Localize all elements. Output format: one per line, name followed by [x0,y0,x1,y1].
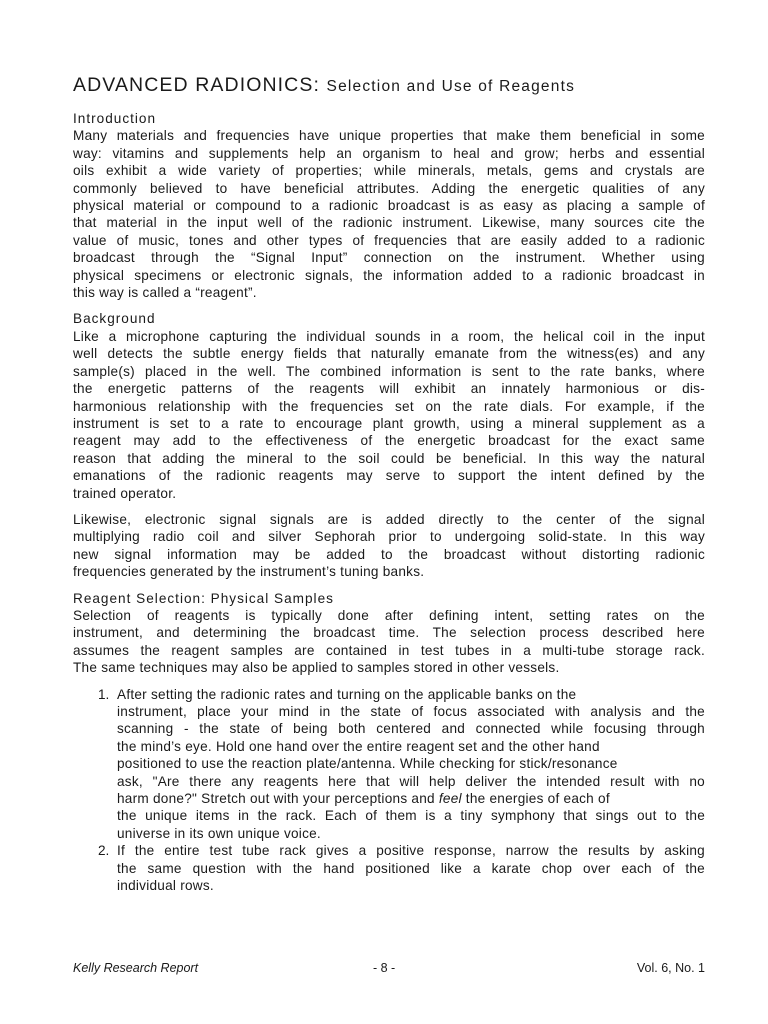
text-line: reason that adding the mineral to the soil could be beneficial. In this way the natural [73,450,705,466]
text-line: Likewise, electronic signal signals are is added directly to the center of the signal [73,511,705,527]
footer-page-number: - 8 - [373,961,396,975]
text-line: assumes the reagent samples are contained in test tubes in a multi-tube storage rack. [73,642,705,658]
section-heading: Introduction [73,111,157,126]
text-line: oils exhibit a wide variety of properties; while minerals, metals, gems and crystals are [73,163,705,179]
text-line: If the entire test tube rack gives a positive response, narrow the results by asking [117,843,705,859]
section-heading: Reagent Selection: Physical Samples [73,590,334,606]
text-line: trained operator. [73,485,177,501]
text-line: physical material or compound to a radionic broadcast is as easy as placing a sample of [73,198,705,214]
page-footer [73,961,705,975]
text-line: well detects the subtle energy fields that naturally emanate from the witness(es) and any [73,346,705,362]
text-line: that material in the input well of the radionic instrument. Likewise, many sources cite the [73,215,705,231]
list-item [98,842,705,894]
text-line: the unique items in the rack. Each of them is a tiny symphony that sings out to the [117,808,705,824]
text-line: instrument is set to a rate to encourage plant growth, using a mineral supplement as a [73,415,705,431]
text-line: ask, "Are there any reagents here that will help deliver the intended result with no [117,773,705,789]
text-line: scanning - the state of being both centered and connected while focusing through [117,721,705,737]
document-page [73,74,705,894]
text-line: frequencies generated by the instrument’s tuning banks. [73,564,425,580]
text-line: new signal information may be added to the broadcast without distorting radionic [73,546,705,562]
text-line: individual rows. [117,878,214,894]
paragraph [73,127,705,301]
text-line: multiplying radio coil and silver Sephorah prior to undergoing solid-state. In this way [73,529,705,545]
numbered-list [98,686,705,895]
document-body [73,110,705,677]
section-heading: Background [73,311,156,327]
paragraph [73,511,705,581]
text-line: Like a microphone capturing the individual sounds in a room, the helical coil in the input [73,328,705,344]
text-line: harm done?" Stretch out with your perceptions and feel the energies of each of [117,791,610,807]
text-line: instrument, place your mind in the state of focus associated with analysis and the [117,704,705,719]
text-line: instrument, and determining the broadcast time. The selection process described here [73,625,705,641]
text-line: The same techniques may also be applied to samples stored in other vessels. [73,660,560,676]
footer-publication: Kelly Research Report [73,961,199,975]
text-line: Selection of reagents is typically done after defining intent, setting rates on the [73,607,705,623]
title-main: ADVANCED RADIONICS: [73,74,320,96]
text-line: value of music, tones and other types of frequencies that are easily added to a radionic [73,232,705,248]
list-item-text [117,842,705,894]
paragraph [73,328,705,502]
list-number: 1. [98,686,110,702]
text-line: harmonious relationship with the frequencies set on the rate dials. For example, if the [73,398,705,414]
text-line: way: vitamins and supplements help an organism to heal and grow; herbs and essential [73,145,705,161]
text-line: physical specimens or electronic signals, the information added to a radionic broadcast in [73,267,705,283]
text-line: emanations of the radionic reagents may serve to support the intent defined by the [73,468,705,484]
text-line: broadcast through the “Signal Input” connection on the instrument. Whether using [73,250,705,266]
text-line: After setting the radionic rates and turning on the applicable banks on the [117,686,577,702]
list-item-text [117,686,705,843]
list-item [98,686,705,843]
footer-volume: Vol. 6, No. 1 [636,961,705,975]
list-number: 2. [98,843,110,859]
paragraph [73,607,705,677]
text-line: this way is called a “reagent”. [73,285,257,301]
text-line: commonly believed to have beneficial attributes. Adding the energetic qualities of any [73,180,705,196]
text-line: universe in its own unique voice. [117,825,321,841]
page-title [73,74,705,97]
text-line: Many materials and frequencies have unique properties that make them beneficial in some [73,128,705,144]
text-line: the same question with the hand positioned like a karate chop over each of the [117,860,705,876]
title-subtitle: Selection and Use of Reagents [326,78,576,95]
text-line: sample(s) placed in the well. The combined information is sent to the rate banks, where [73,363,705,379]
text-line: the mind’s eye. Hold one hand over the entire reagent set and the other hand [117,738,600,754]
text-line: positioned to use the reaction plate/antenna. While checking for stick/resonance [117,756,618,772]
text-line: the energetic patterns of the reagents will exhibit an innately harmonious or dis- [73,381,705,397]
text-line: reagent may add to the effectiveness of the energetic broadcast for the exact same [73,433,705,449]
